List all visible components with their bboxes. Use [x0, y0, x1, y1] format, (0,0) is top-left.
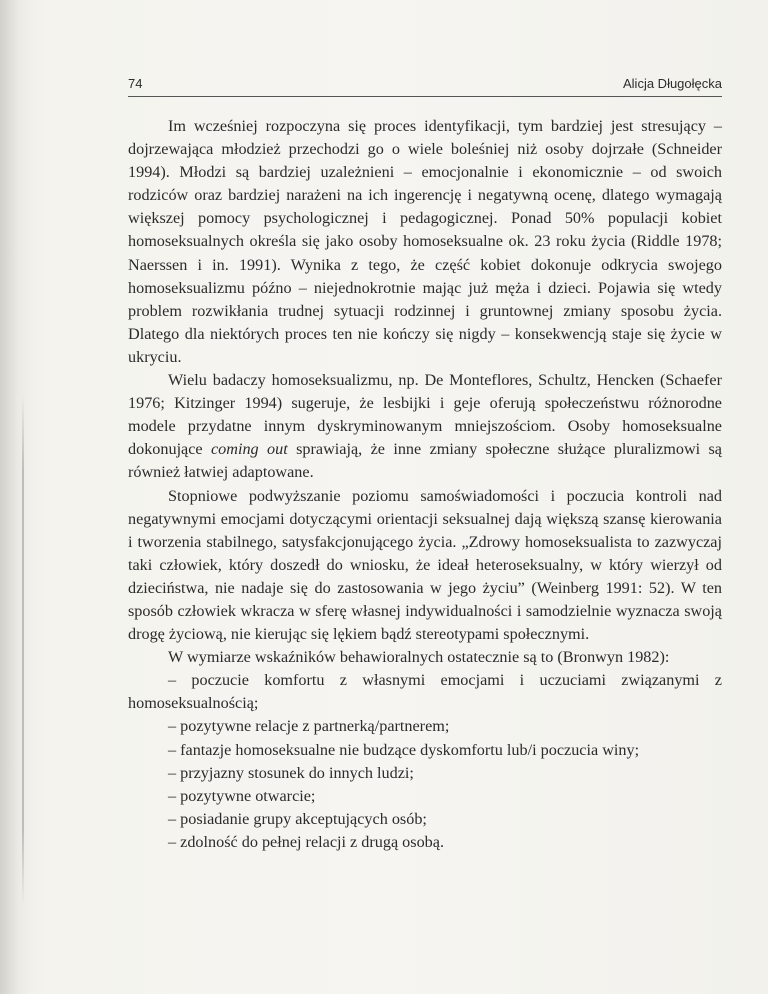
list-item: – fantazje homoseksualne nie budzące dyskomfortu lub/i poczucia winy;	[168, 740, 640, 759]
body-text	[128, 115, 722, 854]
paragraph-self-awareness: Stopniowe podwyższanie poziomu samoświadomości i poczucia kontroli nad negatywnymi emocjami dotyczącymi orientacji seksualnej dają większą szansę kierowania i tworzenia stabilnego, satysfakcjonującego życia. „Zdrowy homoseksualista to zazwyczaj taki człowiek, który doszedł do wniosku, że ideał heteroseksualny, w który wierzył od dzieciństwa, nie nadaje się do zastosowania w jego życiu” (Weinberg 1991: 52). W ten sposób człowiek wkracza w sferę własnej indywidualności i samodzielnie wyznacza swoją drogę życiową, nie kierując się lękiem bądź stereotypami społecznymi.	[128, 486, 722, 644]
paragraph-identification: Im wcześniej rozpoczyna się proces identyfikacji, tym bardziej jest stresujący – dojrzewająca młodzież przechodzi go o wiele boleśniej niż osoby dojrzałe (Schneider 1994). Młodzi są bardziej uzależnieni – emocjonalnie i ekonomicznie – od swoich rodziców oraz bardziej narażeni na ich ingerencję i negatywną ocenę, dlatego wymagają większej pomocy psychologicznej i pedagogicznej. Ponad 50% populacji kobiet homoseksualnych określa się jako osoby homoseksualne ok. 23 roku życia (Riddle 1978; Naerssen i in. 1991). Wynika z tego, że część kobiet dokonuje odkrycia swojego homoseksualizmu późno – niejednokrotnie mając już męża i dzieci. Pojawia się wtedy problem rozwikłania trudnej sytuacji rodzinnej i gruntownej zmiany sposobu życia. Dlatego dla niektórych proces ten nie kończy się nigdy – konsekwencją staje się życie w ukryciu.	[128, 117, 722, 366]
page-gutter-shadow	[0, 0, 30, 994]
list-item: – pozytywne relacje z partnerką/partnerem;	[168, 717, 450, 736]
list-item: – pozytywne otwarcie;	[168, 786, 316, 805]
paragraph-researchers-part1: Wielu badaczy homoseksualizmu, np. De Monteflores, Schultz, Hencken (Schaefer 1976; Kitzinger 1994) sugeruje, że lesbijki i geje oferują społeczeństwu różnorodne modele przydatne innym dyskryminowanym mniejszościom. Osoby homoseksualne dokonujące	[128, 371, 722, 459]
margin-mark	[22, 395, 24, 905]
list-item: – poczucie komfortu z własnymi emocjami i uczuciami związanymi z homoseksualnością;	[128, 671, 722, 713]
paragraph-researchers	[128, 369, 722, 484]
header-rule	[128, 96, 722, 97]
page-number: 74	[128, 76, 143, 91]
running-head	[128, 76, 722, 96]
list-item: – zdolność do pełnej relacji z drugą osobą.	[168, 832, 444, 851]
list-item: – przyjazny stosunek do innych ludzi;	[168, 763, 414, 782]
coming-out-term: coming out	[211, 440, 288, 459]
indicator-list	[128, 669, 722, 854]
paragraph-behavioral-indicators: W wymiarze wskaźników behawioralnych ostatecznie są to (Bronwyn 1982):	[168, 648, 670, 667]
running-head-author: Alicja Długołęcka	[623, 76, 722, 91]
paragraph-researchers-part2: sprawiają, że inne zmiany społeczne służące pluralizmowi są również łatwiej adaptowane.	[128, 440, 722, 482]
list-item: – posiadanie grupy akceptujących osób;	[168, 809, 427, 828]
